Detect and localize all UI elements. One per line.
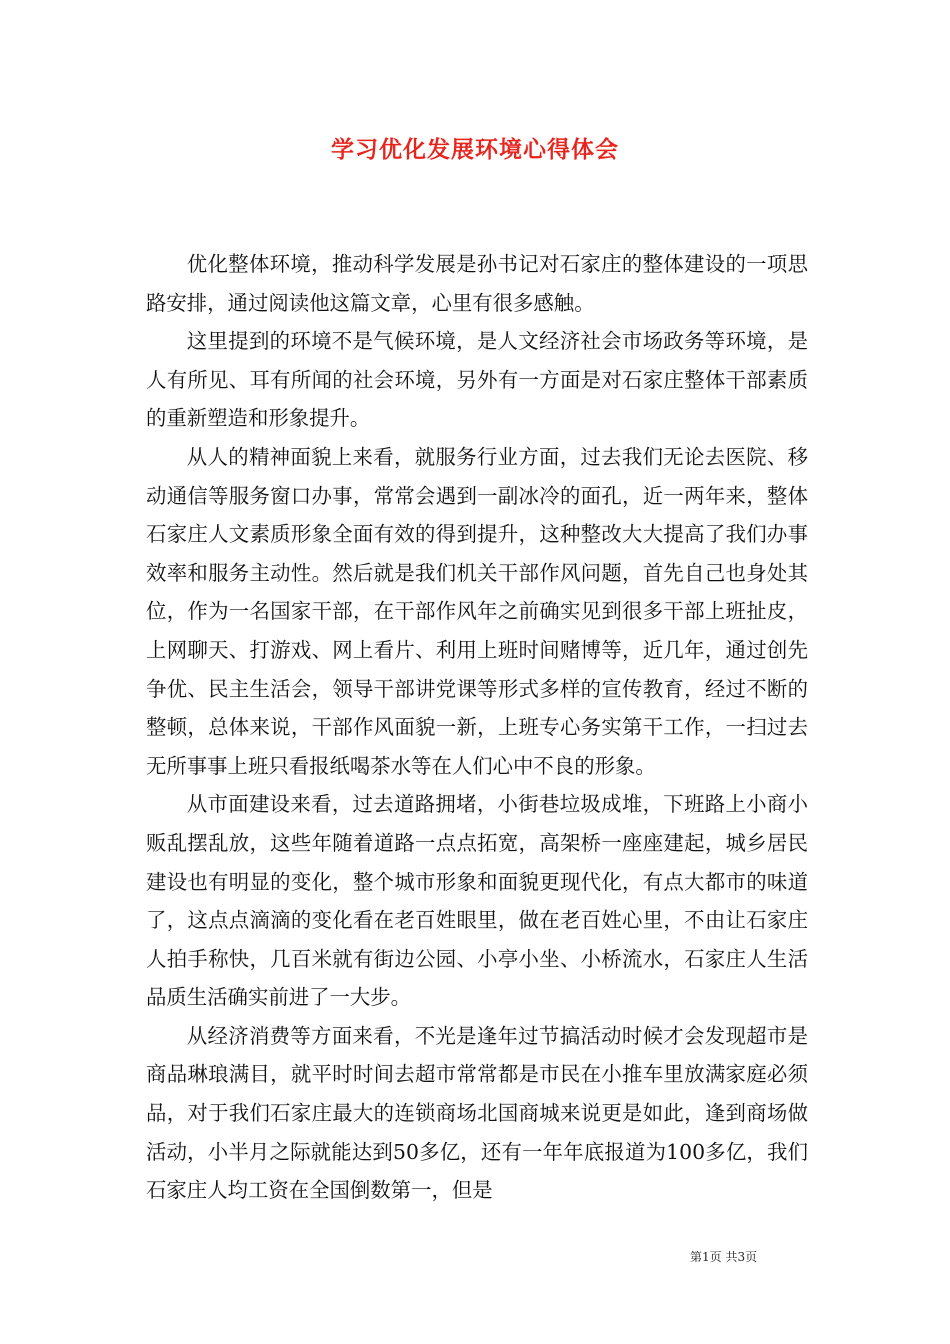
document-body xyxy=(146,245,808,1210)
paragraph: 从人的精神面貌上来看，就服务行业方面，过去我们无论去医院、移动通信等服务窗口办事，常常会遇到一副冰冷的面孔，近一两年来，整体石家庄人文素质形象全面有效的得到提升，这种整改大大提高了我们办事效率和服务主动性。然后就是我们机关干部作风问题，首先自己也身处其位，作为一名国家干部，在干部作风年之前确实见到很多干部上班扯皮，上网聊天、打游戏、网上看片、利用上班时间赌博等，近几年，通过创先争优、民主生活会，领导干部讲党课等形式多样的宣传教育，经过不断的整顿，总体来说，干部作风面貌一新，上班专心务实第干工作，一扫过去无所事事上班只看报纸喝茶水等在人们心中不良的形象。 xyxy=(146,444,808,778)
document-title: 学习优化发展环境心得体会 xyxy=(331,136,619,163)
paragraph: 这里提到的环境不是气候环境，是人文经济社会市场政务等环境，是人有所见、耳有所闻的社会环境，另外有一方面是对石家庄整体干部素质的重新塑造和形象提升。 xyxy=(146,329,808,431)
paragraph: 优化整体环境，推动科学发展是孙书记对石家庄的整体建设的一项思路安排，通过阅读他这篇文章，心里有很多感触。 xyxy=(146,252,808,315)
paragraph: 从经济消费等方面来看，不光是逢年过节搞活动时候才会发现超市是商品琳琅满目，就平时时间去超市常常都是市民在小推车里放满家庭必须品，对于我们石家庄最大的连锁商场北国商城来说更是如此，逢到商场做活动，小半月之际就能达到50多亿，还有一年年底报道为100多亿，我们石家庄人均工资在全国倒数第一，但是 xyxy=(146,1023,808,1203)
paragraph: 从市面建设来看，过去道路拥堵，小街巷垃圾成堆，下班路上小商小贩乱摆乱放，这些年随着道路一点点拓宽，高架桥一座座建起，城乡居民建设也有明显的变化，整个城市形象和面貌更现代化，有点大都市的味道了，这点点滴滴的变化看在老百姓眼里，做在老百姓心里，不由让石家庄人拍手称快，几百米就有街边公园、小亭小坐、小桥流水，石家庄人生活品质生活确实前进了一大步。 xyxy=(146,792,808,1010)
page-number-footer: 第1页 共3页 xyxy=(690,1250,758,1264)
